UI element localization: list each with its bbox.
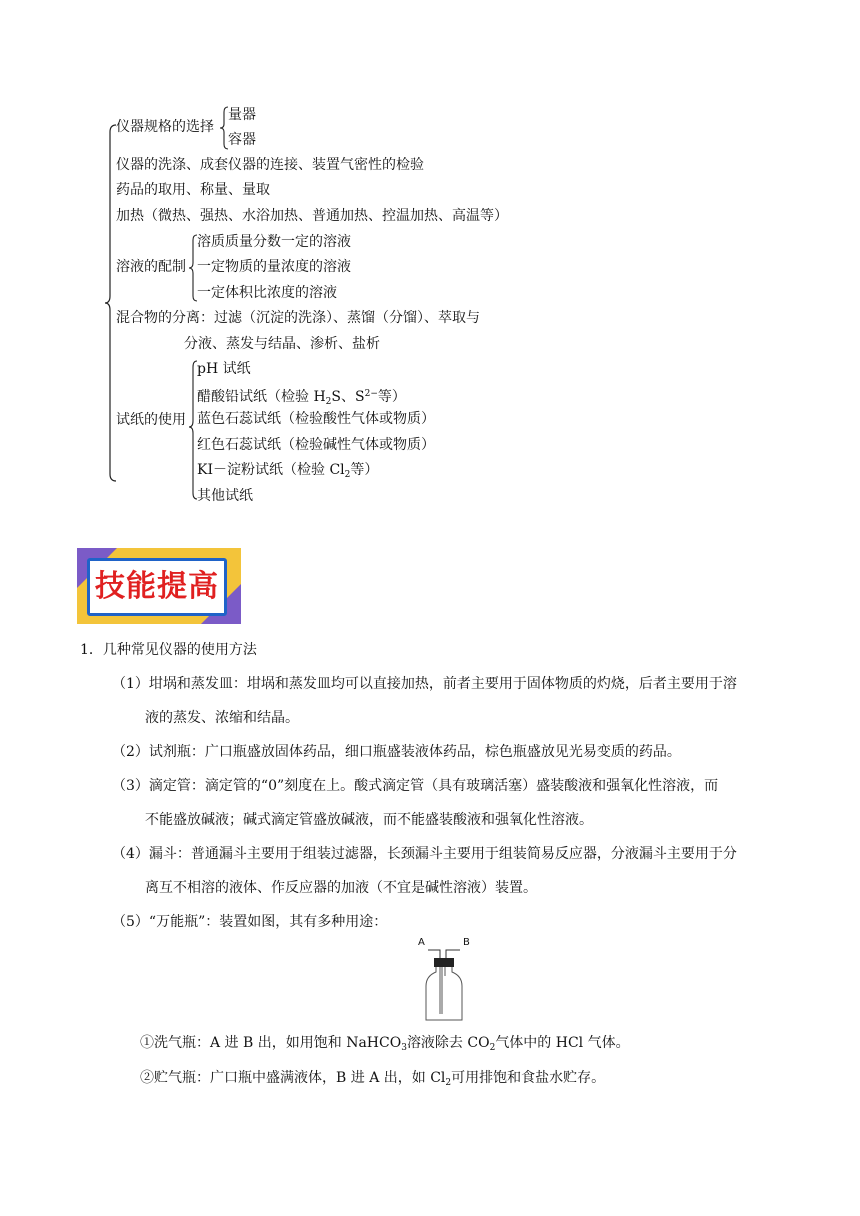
item-2: （2）试剂瓶：广口瓶盛放固体药品，细口瓶盛装液体药品，棕色瓶盛放见光易变质的药品。	[112, 744, 681, 760]
spec-item-container: 容器	[228, 132, 256, 148]
figure-label-b: B	[463, 937, 470, 948]
test-paper-label: 试纸的使用	[116, 412, 186, 428]
heat-line: 加热（微热、强热、水浴加热、普通加热、控温加热、高温等）	[116, 208, 508, 224]
item-3-line-1: （3）滴定管：滴定管的“0”刻度在上。酸式滴定管（具有玻璃活塞）盛装酸液和强氧化性溶液，而	[112, 778, 719, 794]
solution-item-1: 溶质质量分数一定的溶液	[197, 234, 351, 250]
paper-ki-starch: KI－淀粉试纸（检验 $Cl_2$等）	[197, 462, 379, 480]
wash-line: 仪器的洗涤、成套仪器的连接、装置气密性的检验	[116, 157, 424, 173]
use-1-wash-bottle: ①洗气瓶：A 进 B 出，如用饱和 NaHCO$_3$溶液除去 $CO_2$气体中的 HCl 气体。	[140, 1035, 630, 1053]
solution-label: 溶液的配制	[116, 259, 186, 275]
paper-ph: pH 试纸	[197, 361, 251, 377]
paper-blue-litmus: 蓝色石蕊试纸（检验酸性气体或物质）	[197, 411, 435, 427]
figure-label-a: A	[418, 937, 425, 948]
bottle-figure	[414, 936, 474, 1024]
paper-lead-acetate: 醋酸铅试纸（检验 $H_2S$、$S^{2-}$等）	[197, 389, 406, 407]
spec-item-measure: 量器	[228, 107, 256, 123]
item-4-line-1: （4）漏斗：普通漏斗主要用于组装过滤器，长颈漏斗主要用于组装简易反应器，分液漏斗主要用于分	[112, 846, 737, 862]
solution-item-2: 一定物质的量浓度的溶液	[197, 259, 351, 275]
skill-banner	[77, 548, 241, 624]
gas-bottle-diagram	[414, 936, 474, 1024]
use-2-gas-storage: ②贮气瓶：广口瓶中盛满液体，B 进 A 出，如 $Cl_2$可用排饱和食盐水贮存。	[140, 1070, 606, 1088]
paper-red-litmus: 红色石蕊试纸（检验碱性气体或物质）	[197, 437, 435, 453]
take-line: 药品的取用、称量、量取	[116, 182, 270, 198]
separation-line-2: 分液、蒸发与结晶、渗析、盐析	[184, 336, 380, 352]
item-1-line-2: 液的蒸发、浓缩和结晶。	[145, 710, 299, 726]
banner-title: 技能提高	[95, 569, 219, 604]
paper-other: 其他试纸	[197, 488, 253, 504]
solution-item-3: 一定体积比浓度的溶液	[197, 285, 337, 301]
item-5: （5）“万能瓶”：装置如图，其有多种用途：	[112, 914, 388, 930]
item-4-line-2: 离互不相溶的液体、作反应器的加液（不宜是碱性溶液）装置。	[145, 880, 537, 896]
section-heading: 1．几种常见仪器的使用方法	[80, 642, 257, 658]
item-3-line-2: 不能盛放碱液；碱式滴定管盛放碱液，而不能盛装酸液和强氧化性溶液。	[145, 812, 593, 828]
separation-line-1: 混合物的分离：过滤（沉淀的洗涤）、蒸馏（分馏）、萃取与	[116, 310, 480, 326]
item-1-line-1: （1）坩埚和蒸发皿：坩埚和蒸发皿均可以直接加热，前者主要用于固体物质的灼烧，后者主要用于溶	[112, 676, 737, 692]
spec-label: 仪器规格的选择	[116, 119, 214, 135]
